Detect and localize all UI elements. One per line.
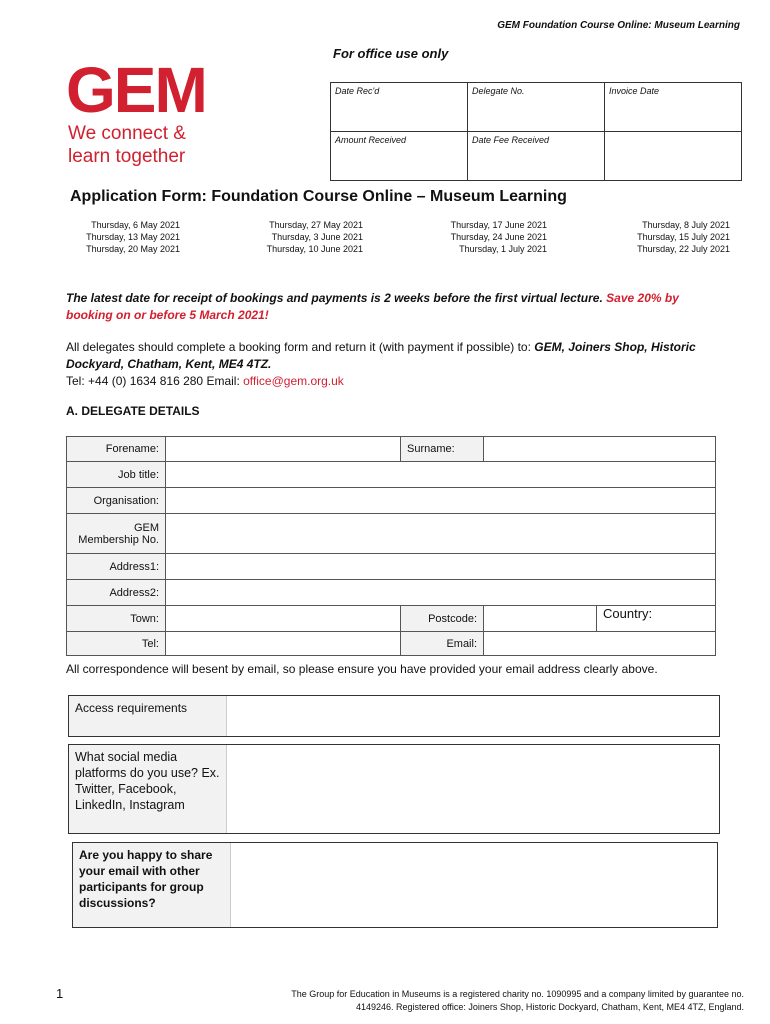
gem-label-line2: Membership No. xyxy=(78,533,159,546)
booking-notice xyxy=(66,290,706,324)
date: Thursday, 8 July 2021 xyxy=(642,220,730,230)
date: Thursday, 10 June 2021 xyxy=(266,244,363,254)
instructions-address: GEM, Joiners Shop, Historic Dockyard, Chatham, Kent, ME4 4TZ. xyxy=(66,340,696,371)
office-blank-cell xyxy=(605,132,742,181)
country-field[interactable]: Country: xyxy=(597,606,716,632)
contact-email-link[interactable]: office@gem.org.uk xyxy=(243,374,344,388)
date: Thursday, 1 July 2021 xyxy=(459,244,547,254)
date-column-3 xyxy=(420,219,547,255)
date: Thursday, 22 July 2021 xyxy=(637,244,730,254)
contact-tel: Tel: +44 (0) 1634 816 280 Email: xyxy=(66,374,240,388)
email-field[interactable] xyxy=(484,632,716,656)
share-email-box xyxy=(72,842,718,928)
date: Thursday, 17 June 2021 xyxy=(450,220,547,230)
instructions xyxy=(66,339,716,390)
access-requirements-label: Access requirements xyxy=(69,696,226,736)
address1-label: Address1: xyxy=(67,554,166,580)
organisation-field[interactable] xyxy=(166,488,716,514)
office-use-title: For office use only xyxy=(333,46,449,61)
footer-line1: The Group for Education in Museums is a registered charity no. 1090995 and a company limited by guarantee no. xyxy=(291,989,744,999)
office-date-recd: Date Rec'd xyxy=(331,83,468,132)
office-amount-received: Amount Received xyxy=(331,132,468,181)
running-head: GEM Foundation Course Online: Museum Learning xyxy=(497,20,740,31)
email-label: Email: xyxy=(401,632,484,656)
gem-label-line1: GEM xyxy=(133,521,159,534)
notice-deadline: The latest date for receipt of bookings and payments is 2 weeks before the first virtual lecture. xyxy=(66,291,603,305)
address1-field[interactable] xyxy=(166,554,716,580)
surname-label: Surname: xyxy=(401,437,484,462)
delegate-details-table xyxy=(66,436,716,656)
social-media-box xyxy=(68,744,720,834)
town-field[interactable] xyxy=(166,606,401,632)
access-requirements-box xyxy=(68,695,720,737)
forename-field[interactable] xyxy=(166,437,401,462)
footer-line2: 4149246. Registered office: Joiners Shop, Historic Dockyard, Chatham, Kent, ME4 4TZ, England. xyxy=(355,1002,744,1012)
date-column-4 xyxy=(600,219,730,255)
date-column-1 xyxy=(66,219,180,255)
form-title: Application Form: Foundation Course Online – Museum Learning xyxy=(70,188,567,205)
tagline-line2: learn together xyxy=(68,146,186,167)
footer xyxy=(274,988,744,1014)
gem-membership-field[interactable] xyxy=(166,514,716,554)
tagline-line1: We connect & xyxy=(68,123,186,144)
share-email-field[interactable] xyxy=(230,843,717,927)
date: Thursday, 27 May 2021 xyxy=(269,220,363,230)
office-date-fee-received: Date Fee Received xyxy=(468,132,605,181)
address2-label: Address2: xyxy=(67,580,166,606)
gem-membership-label xyxy=(67,514,166,554)
organisation-label: Organisation: xyxy=(67,488,166,514)
section-a-heading: A. DELEGATE DETAILS xyxy=(66,404,200,418)
social-media-label: What social media platforms do you use? Ex. Twitter, Facebook, LinkedIn, Instagram xyxy=(69,745,226,833)
share-email-label: Are you happy to share your email with other participants for group discussions? xyxy=(73,843,230,927)
date: Thursday, 6 May 2021 xyxy=(91,220,180,230)
gem-tagline xyxy=(68,122,186,168)
social-media-field[interactable] xyxy=(226,745,719,833)
job-title-field[interactable] xyxy=(166,462,716,488)
page-number: 1 xyxy=(56,986,64,1001)
instructions-text: All delegates should complete a booking form and return it (with payment if possible) to: xyxy=(66,340,531,354)
surname-field[interactable] xyxy=(484,437,716,462)
tel-field[interactable] xyxy=(166,632,401,656)
forename-label: Forename: xyxy=(67,437,166,462)
date: Thursday, 20 May 2021 xyxy=(86,244,180,254)
office-invoice-date: Invoice Date xyxy=(605,83,742,132)
job-title-label: Job title: xyxy=(67,462,166,488)
address2-field[interactable] xyxy=(166,580,716,606)
gem-logo: GEM xyxy=(66,54,206,126)
date: Thursday, 24 June 2021 xyxy=(450,232,547,242)
postcode-label: Postcode: xyxy=(401,606,484,632)
town-label: Town: xyxy=(67,606,166,632)
correspondence-note: All correspondence will besent by email, so please ensure you have provided your email address clearly above. xyxy=(66,662,658,676)
date-column-2 xyxy=(240,219,363,255)
date: Thursday, 15 July 2021 xyxy=(637,232,730,242)
tel-label: Tel: xyxy=(67,632,166,656)
date: Thursday, 13 May 2021 xyxy=(86,232,180,242)
postcode-field[interactable] xyxy=(484,606,597,632)
access-requirements-field[interactable] xyxy=(226,696,719,736)
notice-discount: Save 20% by booking on or before 5 March 2021! xyxy=(66,291,679,322)
office-delegate-no: Delegate No. xyxy=(468,83,605,132)
date: Thursday, 3 June 2021 xyxy=(271,232,363,242)
office-use-table xyxy=(330,82,742,181)
